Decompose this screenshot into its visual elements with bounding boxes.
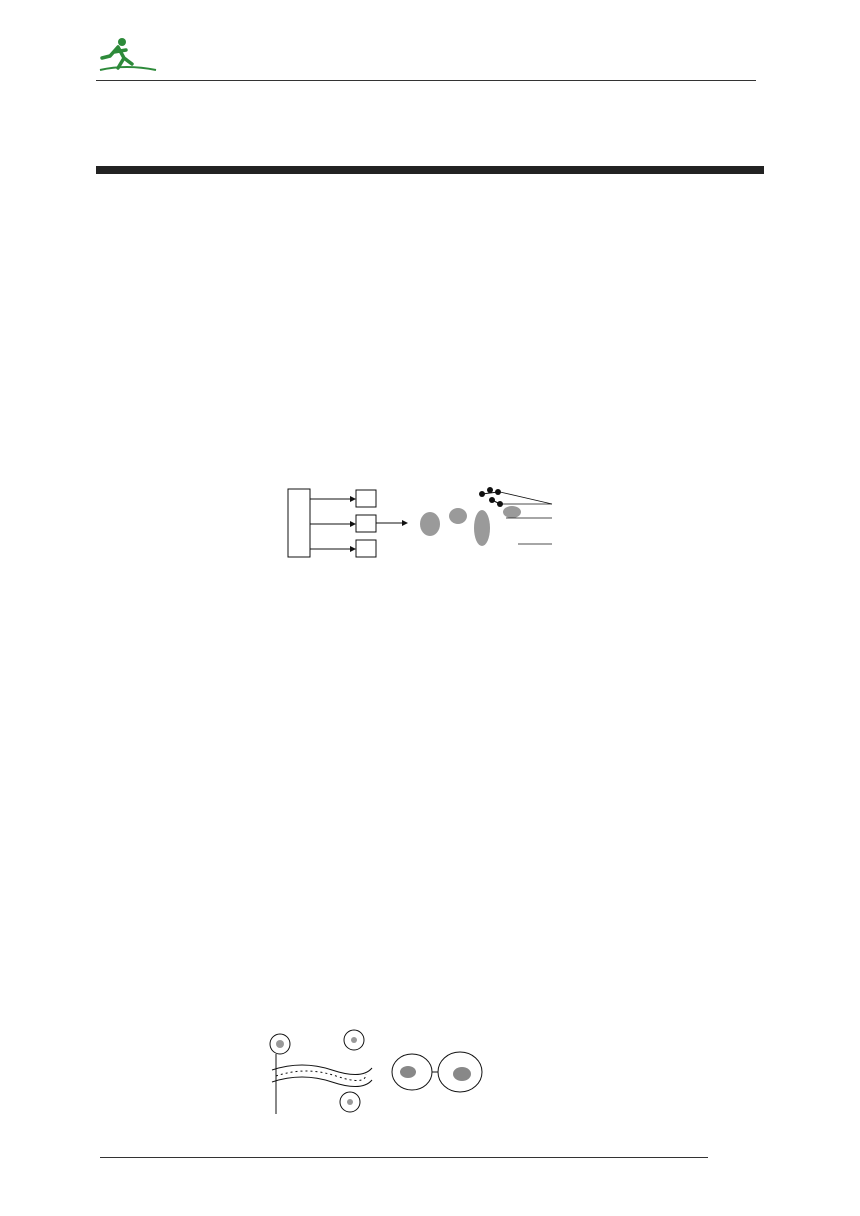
runner-icon: [100, 38, 156, 70]
header-divider: [96, 80, 756, 81]
table-row: [97, 172, 763, 174]
footer-divider: [100, 1157, 708, 1158]
diagram-jia: [270, 1030, 372, 1114]
diagram-yi: [392, 1052, 482, 1092]
option-label: [97, 172, 129, 174]
glycoprotein-chain: [479, 487, 503, 507]
site-logo: [96, 34, 266, 78]
experiment-cell: [129, 172, 508, 174]
signal-diagram: [262, 1010, 594, 1148]
conclusion-cell: [508, 172, 764, 174]
membrane-diagram: [286, 486, 576, 562]
q5-table: [96, 166, 764, 174]
